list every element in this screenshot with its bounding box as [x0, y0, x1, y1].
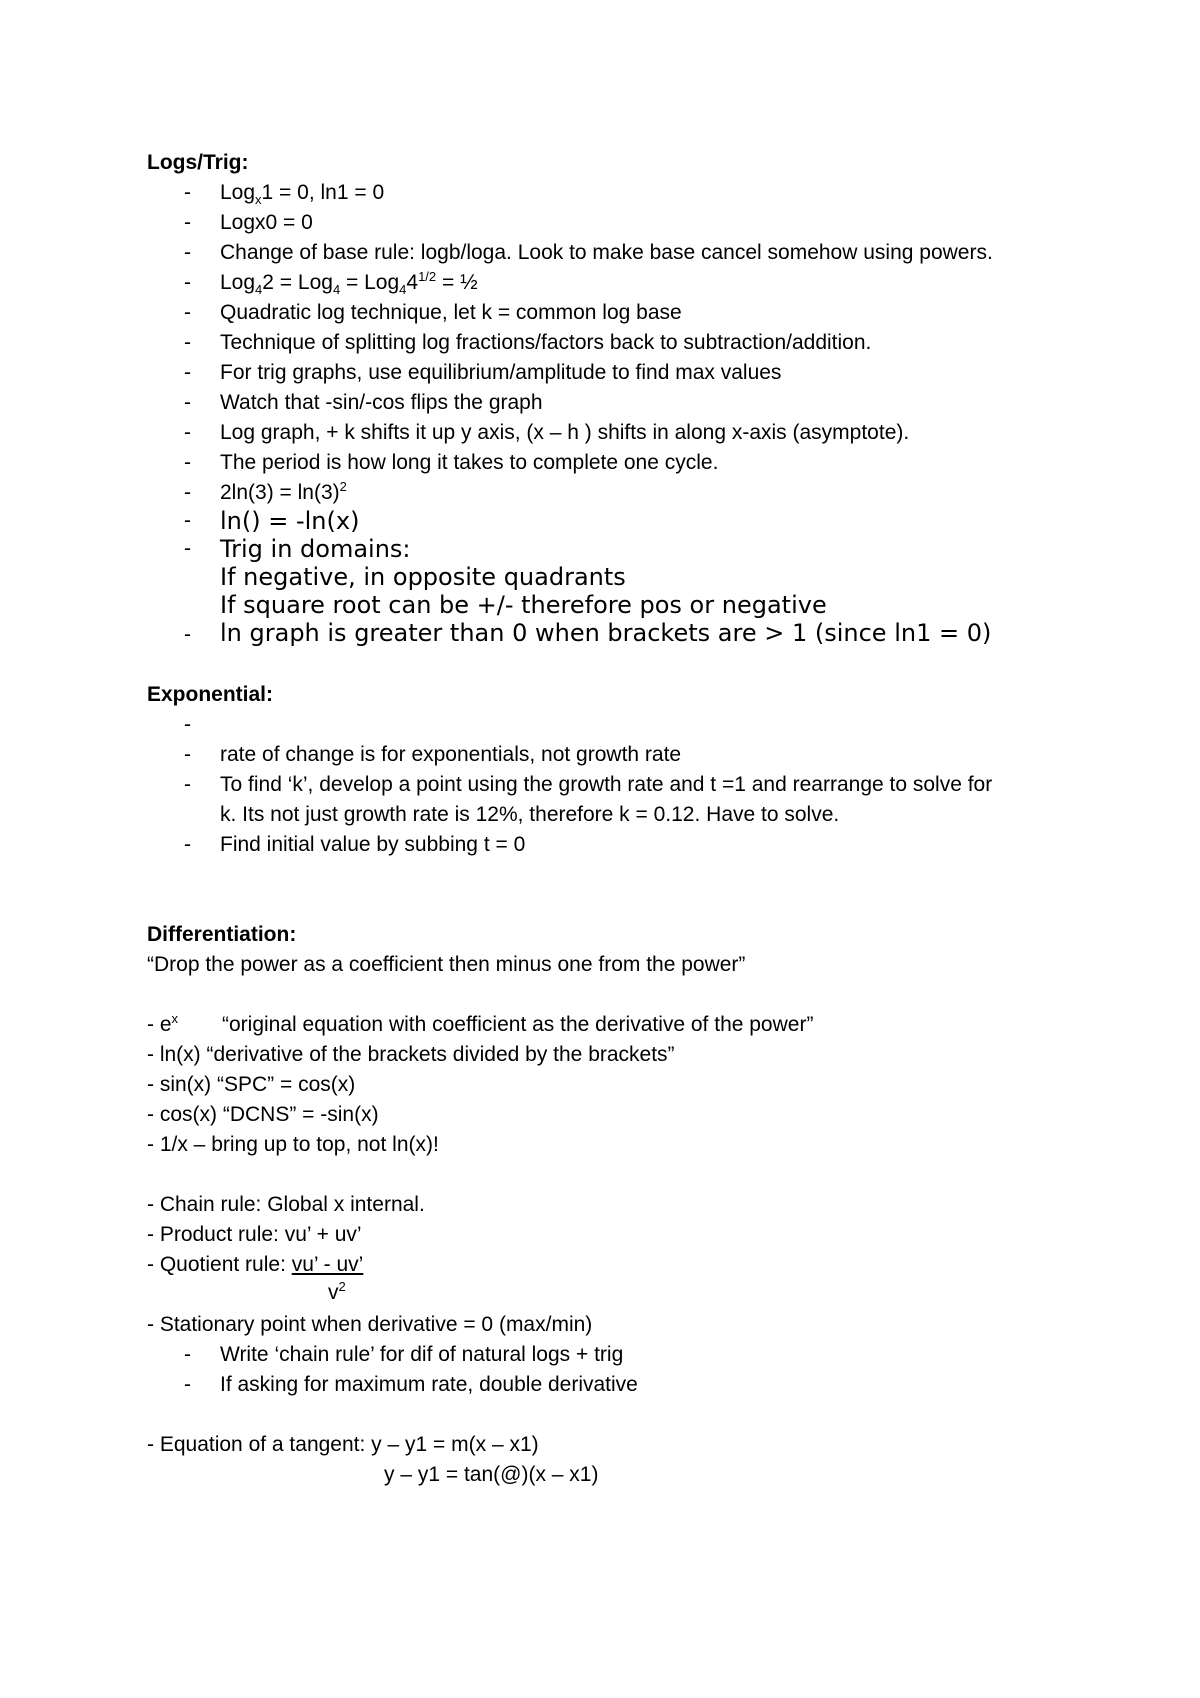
logs-line-16: ln graph is greater than 0 when brackets are > 1 (since ln1 = 0) — [220, 619, 992, 647]
diff-ex: - $e^x$ — [147, 1011, 179, 1036]
diff-quote: “Drop the power as a coefficient then minus one from the power” — [147, 953, 746, 976]
logs-line-5: Quadratic log technique, let k = common log base — [220, 301, 682, 324]
bullet-dash: - — [184, 391, 191, 414]
bullet-dash: - — [184, 537, 191, 560]
diff-tangent-2: y – y1 = tan(@)(x – x1) — [384, 1463, 599, 1486]
diff-quotient-rule: - Quotient rule: vu’ - uv’ — [147, 1253, 364, 1276]
bullet-dash: - — [184, 451, 191, 474]
exp-line-2: rate of change is for exponentials, not growth rate — [220, 743, 682, 766]
logs-line-12: ln() = -ln(x) — [220, 507, 360, 535]
diff-inverse: - 1/x – bring up to top, not ln(x)! — [147, 1133, 439, 1156]
bullet-dash: - — [184, 241, 191, 264]
exp-line-3: To find ‘k’, develop a point using the growth rate and t =1 and rearrange to solve for — [220, 773, 993, 796]
bullet-dash: - — [184, 833, 191, 856]
logs-line-8: Watch that -sin/-cos flips the graph — [220, 391, 543, 414]
logs-line-15: If square root can be +/- therefore pos or negative — [220, 591, 827, 619]
bullet-dash: - — [184, 623, 191, 646]
logs-line-7: For trig graphs, use equilibrium/amplitude to find max values — [220, 361, 782, 384]
logs-trig-heading: Logs/Trig: — [147, 151, 249, 174]
bullet-dash: - — [184, 713, 191, 736]
diff-stationary-sub-2: If asking for maximum rate, double derivative — [220, 1373, 638, 1396]
bullet-dash: - — [184, 1343, 191, 1366]
exp-line-3-cont: k. Its not just growth rate is 12%, therefore k = 0.12. Have to solve. — [220, 803, 840, 826]
diff-tangent-1: - Equation of a tangent: y – y1 = m(x – x1) — [147, 1433, 539, 1456]
exp-line-4: Find initial value by subbing t = 0 — [220, 833, 526, 856]
logs-line-9: Log graph, + k shifts it up y axis, (x – h ) shifts in along x-axis (asymptote). — [220, 421, 910, 444]
bullet-dash: - — [184, 509, 191, 532]
logs-line-13: Trig in domains: — [220, 535, 411, 563]
logs-line-2: Logx0 = 0 — [220, 211, 313, 234]
bullet-dash: - — [184, 743, 191, 766]
logs-line-11: $2\ln(3) = \ln(3)^2$ — [220, 479, 347, 504]
diff-ex-desc: “original equation with coefficient as the derivative of the power” — [222, 1013, 814, 1036]
diff-cosx: - cos(x) “DCNS” = -sin(x) — [147, 1103, 379, 1126]
bullet-dash: - — [184, 211, 191, 234]
logs-line-3: Change of base rule: logb/loga. Look to make base cancel somehow using powers. — [220, 241, 993, 264]
logs-line-10: The period is how long it takes to complete one cycle. — [220, 451, 719, 474]
bullet-dash: - — [184, 331, 191, 354]
diff-sinx: - sin(x) “SPC” = cos(x) — [147, 1073, 356, 1096]
exponential-heading: Exponential: — [147, 683, 274, 706]
bullet-dash: - — [184, 481, 191, 504]
bullet-dash: - — [184, 271, 191, 294]
bullet-dash: - — [184, 181, 191, 204]
diff-quotient-denominator: $v^2$ — [328, 1279, 346, 1304]
differentiation-heading: Differentiation: — [147, 923, 297, 946]
bullet-dash: - — [184, 773, 191, 796]
logs-line-6: Technique of splitting log fractions/factors back to subtraction/addition. — [220, 331, 872, 354]
diff-stationary: - Stationary point when derivative = 0 (max/min) — [147, 1313, 593, 1336]
bullet-dash: - — [184, 301, 191, 324]
diff-product-rule: - Product rule: vu’ + uv’ — [147, 1223, 362, 1246]
diff-stationary-sub-1: Write ‘chain rule’ for dif of natural logs + trig — [220, 1343, 624, 1366]
diff-lnx: - ln(x) “derivative of the brackets divided by the brackets” — [147, 1043, 675, 1066]
diff-chain-rule: - Chain rule: Global x internal. — [147, 1193, 425, 1216]
logs-line-1: Log$_x$1 = 0, ln1 = 0 — [220, 181, 385, 208]
logs-line-14: If negative, in opposite quadrants — [220, 563, 626, 591]
bullet-dash: - — [184, 421, 191, 444]
bullet-dash: - — [184, 361, 191, 384]
logs-line-4: $Log_42 = Log_4 = Log_44^{1/2}$ = ½ — [220, 269, 478, 298]
bullet-dash: - — [184, 1373, 191, 1396]
